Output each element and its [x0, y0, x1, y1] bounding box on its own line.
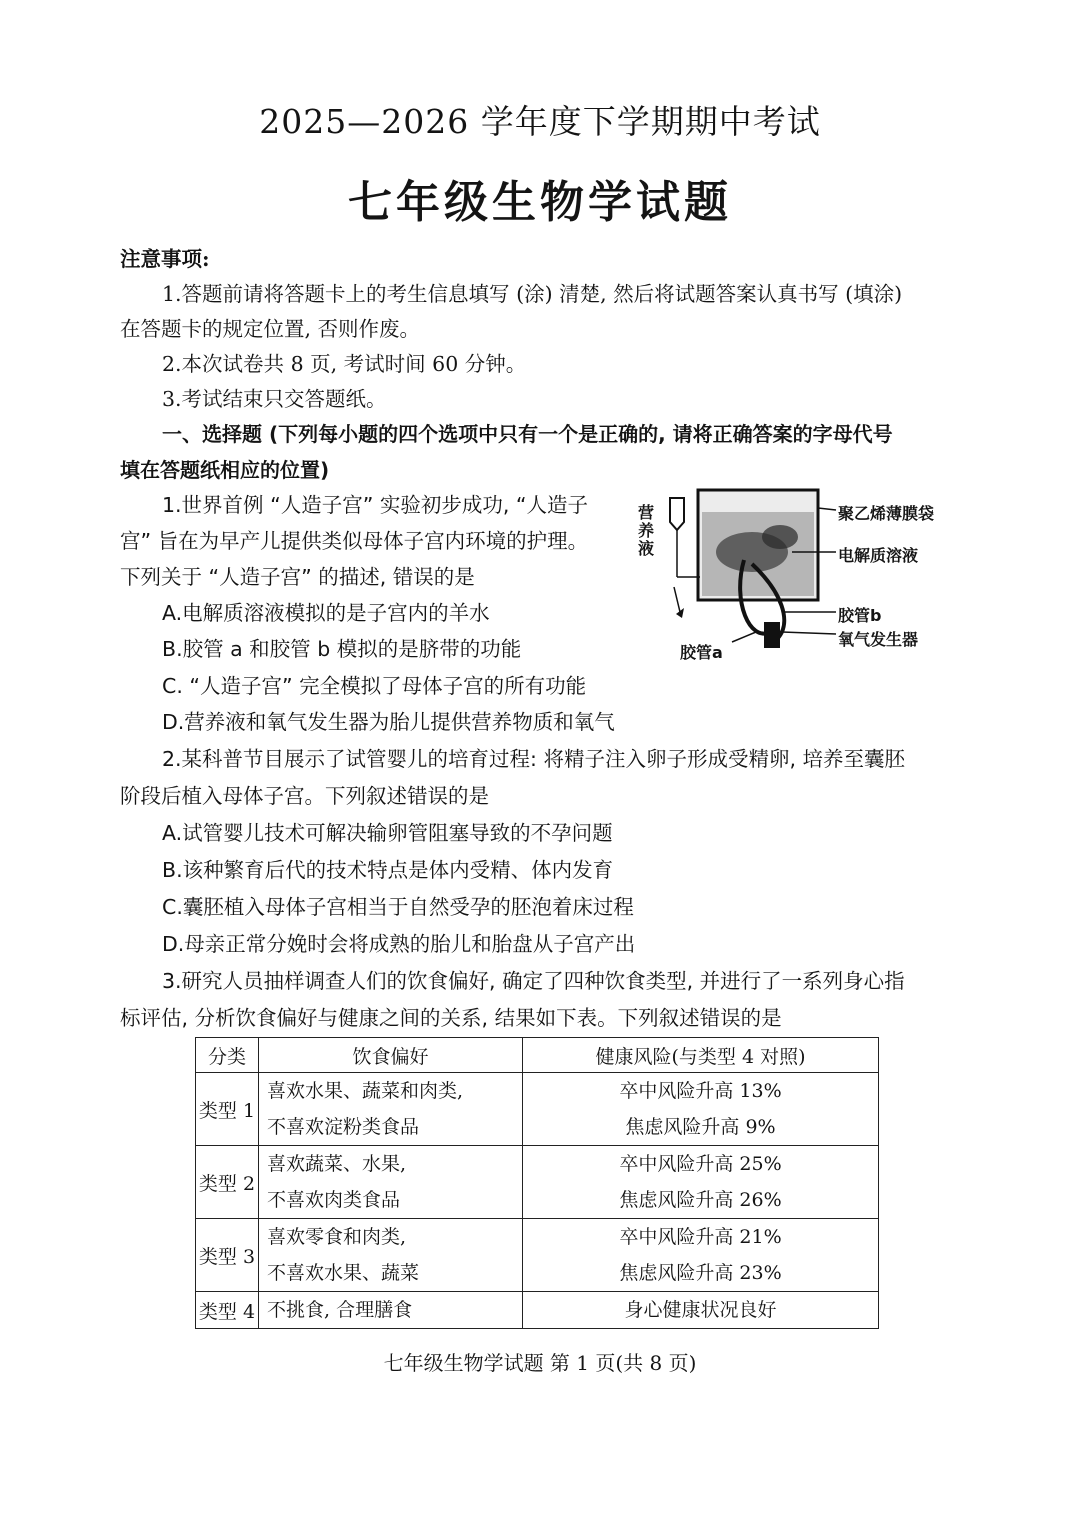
preference-line: 喜欢零食和肉类,	[267, 1226, 407, 1248]
diet-health-table	[195, 1037, 879, 1329]
paper-title: 七年级生物学试题	[348, 177, 732, 228]
q2-option-c: C.囊胚植入母体子宫相当于自然受孕的胚泡着床过程	[162, 895, 634, 919]
q1-option-b: B.胶管 a 和胶管 b 模拟的是脐带的功能	[162, 637, 522, 661]
table-cell-preference	[259, 1073, 523, 1146]
label-electrolyte-solution: 电解质溶液	[838, 546, 919, 565]
table-cell-risk	[523, 1073, 879, 1146]
q2-option-d: D.母亲正常分娩时会将成熟的胎儿和胎盘从子宫产出	[162, 932, 636, 956]
notice-item-1-line-1: 1.答题前请将答题卡上的考生信息填写 (涂) 清楚, 然后将试题答案认真书写 (填涂)	[162, 282, 903, 306]
notice-item-3: 3.考试结束只交答题纸。	[162, 387, 387, 411]
preference-line: 不喜欢肉类食品	[267, 1189, 401, 1211]
section-1-heading-line-2: 填在答题纸相应的位置)	[120, 458, 330, 482]
table-row	[196, 1073, 879, 1146]
q1-option-d: D.营养液和氧气发生器为胎儿提供营养物质和氧气	[162, 710, 615, 734]
table-cell-preference	[259, 1146, 523, 1219]
notice-heading: 注意事项:	[120, 247, 210, 271]
table-cell-risk: 身心健康状况良好	[523, 1292, 879, 1329]
page-footer: 七年级生物学试题 第 1 页(共 8 页)	[383, 1351, 697, 1375]
table-cell-type: 类型 4	[196, 1292, 259, 1329]
q1-stem-line-1: 1.世界首例 “人造子宫” 实验初步成功, “人造子	[162, 493, 588, 517]
preference-line: 喜欢水果、蔬菜和肉类,	[267, 1080, 464, 1102]
exam-title: 2025—2026 学年度下学期期中考试	[259, 102, 821, 141]
q3-stem-line-1: 3.研究人员抽样调查人们的饮食偏好, 确定了四种饮食类型, 并进行了一系列身心指	[162, 969, 905, 993]
q1-stem-line-2: 宫” 旨在为早产儿提供类似母体子宫内环境的护理。	[120, 529, 589, 553]
table-cell-type: 类型 2	[196, 1146, 259, 1219]
preference-line: 不喜欢水果、蔬菜	[267, 1262, 420, 1284]
table-row	[196, 1146, 879, 1219]
table-cell-type: 类型 3	[196, 1219, 259, 1292]
notice-item-2: 2.本次试卷共 8 页, 考试时间 60 分钟。	[162, 352, 527, 376]
label-nutrient-char-3: 液	[638, 539, 655, 558]
table-row	[196, 1292, 879, 1329]
label-polyethylene-bag: 聚乙烯薄膜袋	[838, 504, 935, 523]
risk-line: 卒中风险升高 21%	[619, 1226, 782, 1248]
risk-line: 卒中风险升高 25%	[619, 1153, 782, 1175]
q1-option-a: A.电解质溶液模拟的是子宫内的羊水	[162, 601, 490, 625]
table-row	[196, 1219, 879, 1292]
q2-stem-line-2: 阶段后植入母体子宫。下列叙述错误的是	[120, 784, 489, 808]
q2-stem-line-1: 2.某科普节目展示了试管婴儿的培育过程: 将精子注入卵子形成受精卵, 培养至囊胚	[162, 747, 906, 771]
table-header-diet-preference: 饮食偏好	[259, 1038, 523, 1073]
table-cell-risk	[523, 1146, 879, 1219]
q3-stem-line-2: 标评估, 分析饮食偏好与健康之间的关系, 结果如下表。下列叙述错误的是	[120, 1006, 782, 1030]
section-1-heading-line-1: 一、选择题 (下列每小题的四个选项中只有一个是正确的, 请将正确答案的字母代号	[162, 422, 893, 446]
table-cell-preference	[259, 1219, 523, 1292]
table-cell-type: 类型 1	[196, 1073, 259, 1146]
q1-stem-line-3: 下列关于 “人造子宫” 的描述, 错误的是	[120, 565, 475, 589]
label-nutrient-char-2: 养	[638, 521, 655, 540]
table-cell-risk	[523, 1219, 879, 1292]
label-tube-b: 胶管b	[838, 606, 882, 625]
label-oxygen-generator: 氧气发生器	[838, 630, 919, 649]
preference-line: 喜欢蔬菜、水果,	[267, 1153, 407, 1175]
risk-line: 焦虑风险升高 23%	[619, 1262, 782, 1284]
artificial-womb-diagram	[632, 482, 952, 666]
q2-option-a: A.试管婴儿技术可解决输卵管阻塞导致的不孕问题	[162, 821, 613, 845]
risk-line: 焦虑风险升高 9%	[625, 1116, 776, 1138]
risk-line: 焦虑风险升高 26%	[619, 1189, 782, 1211]
q2-option-b: B.该种繁育后代的技术特点是体内受精、体内发育	[162, 858, 614, 882]
table-header-health-risk: 健康风险(与类型 4 对照)	[523, 1038, 879, 1073]
q1-option-c: C. “人造子宫” 完全模拟了母体子宫的所有功能	[162, 674, 587, 698]
label-nutrient-char-1: 营	[638, 503, 655, 522]
risk-line: 卒中风险升高 13%	[619, 1080, 782, 1102]
table-cell-preference: 不挑食, 合理膳食	[259, 1292, 523, 1329]
table-header-row	[196, 1038, 879, 1073]
notice-item-1-line-2: 在答题卡的规定位置, 否则作废。	[120, 317, 421, 341]
preference-line: 不喜欢淀粉类食品	[267, 1116, 420, 1138]
table-header-category: 分类	[196, 1038, 259, 1073]
label-tube-a: 胶管a	[680, 643, 723, 662]
